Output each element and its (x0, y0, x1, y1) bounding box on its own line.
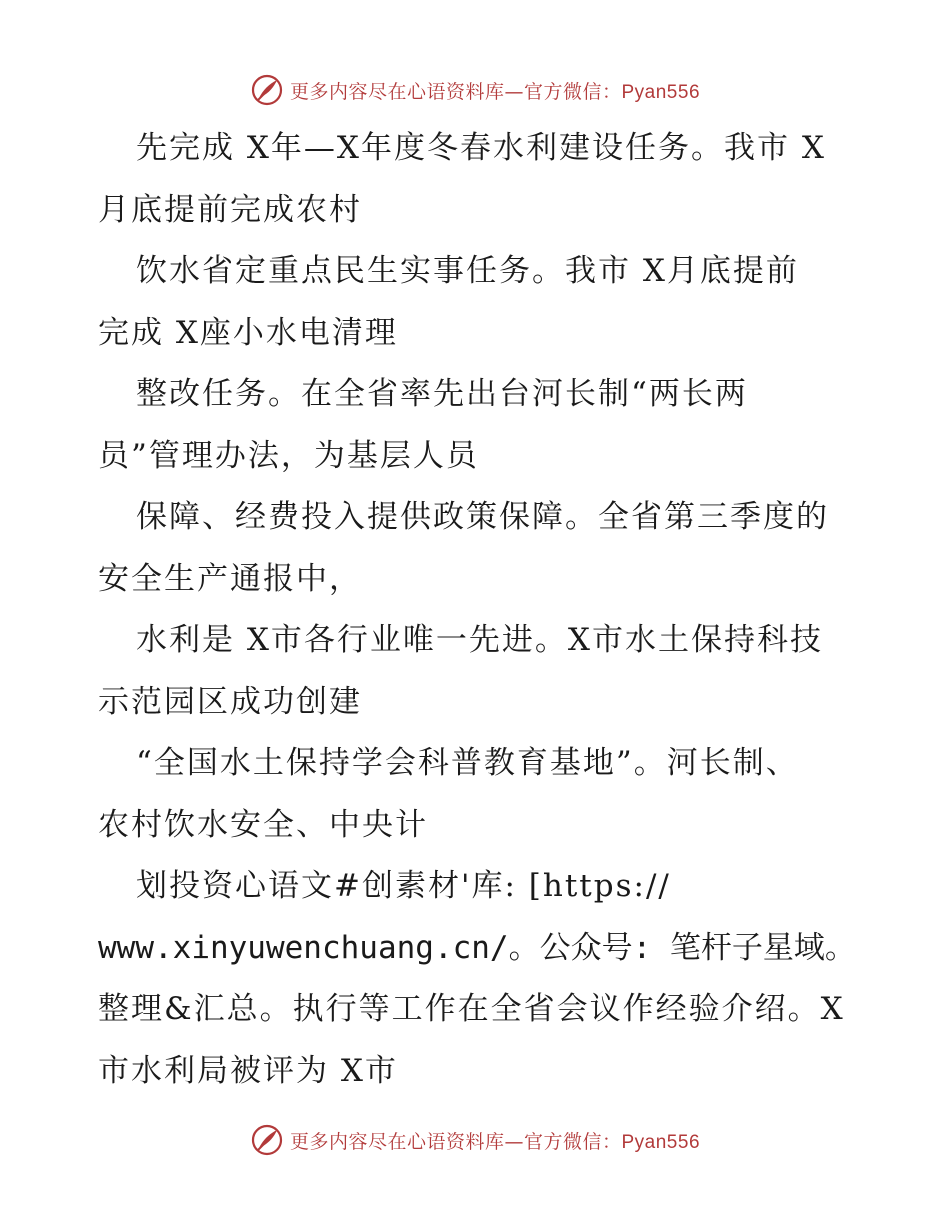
feather-pen-logo-icon (250, 73, 284, 107)
footer-banner-text (290, 1127, 700, 1154)
header-banner-text (290, 77, 700, 104)
body-line: 保障、经费投入提供政策保障。全省第三季度的 (136, 499, 829, 535)
body-line: 水利是 X市各行业唯一先进。X市水土保持科技 (136, 622, 823, 658)
body-line: 饮水省定重点民生实事任务。我市 X月底提前 (136, 253, 799, 289)
body-line: 划投资心语文#创素材'库: [https:// (136, 868, 671, 904)
body-line: 员”管理办法，为基层人员 (98, 437, 479, 474)
body-line: “全国水土保持学会科普教育基地”。河长制、 (136, 745, 799, 781)
body-line-url: www.xinyuwenchuang.cn/。公众号: 笔杆子星域。 (98, 929, 856, 966)
header-banner-account: Pyan556 (621, 81, 701, 103)
body-line: 安全生产通报中， (98, 560, 362, 597)
footer-banner (0, 1120, 950, 1160)
header-banner-separator: — (504, 80, 524, 103)
footer-banner-title: 更多内容尽在心语资料库 (289, 1130, 505, 1153)
footer-banner-account: Pyan556 (621, 1131, 701, 1153)
body-line: 市水利局被评为 X市 (98, 1052, 398, 1089)
body-line: 完成 X座小水电清理 (98, 314, 398, 351)
header-banner-contact-label: 官方微信： (523, 80, 622, 103)
body-line: 整改任务。在全省率先出台河长制“两长两 (136, 376, 748, 412)
body-line: 农村饮水安全、中央计 (98, 806, 428, 843)
body-line: 先完成 X年—X年度冬春水利建设任务。我市 X (136, 130, 826, 166)
footer-banner-separator: — (504, 1130, 524, 1153)
header-banner-title: 更多内容尽在心语资料库 (289, 80, 505, 103)
body-line: 月底提前完成农村 (98, 191, 362, 228)
footer-banner-contact-label: 官方微信： (523, 1130, 622, 1153)
feather-pen-logo-icon (250, 1123, 284, 1157)
body-line: 示范园区成功创建 (98, 683, 362, 720)
body-line: 整理&汇总。执行等工作在全省会议作经验介绍。X (98, 991, 845, 1027)
header-banner (0, 70, 950, 110)
document-body (98, 118, 858, 1102)
